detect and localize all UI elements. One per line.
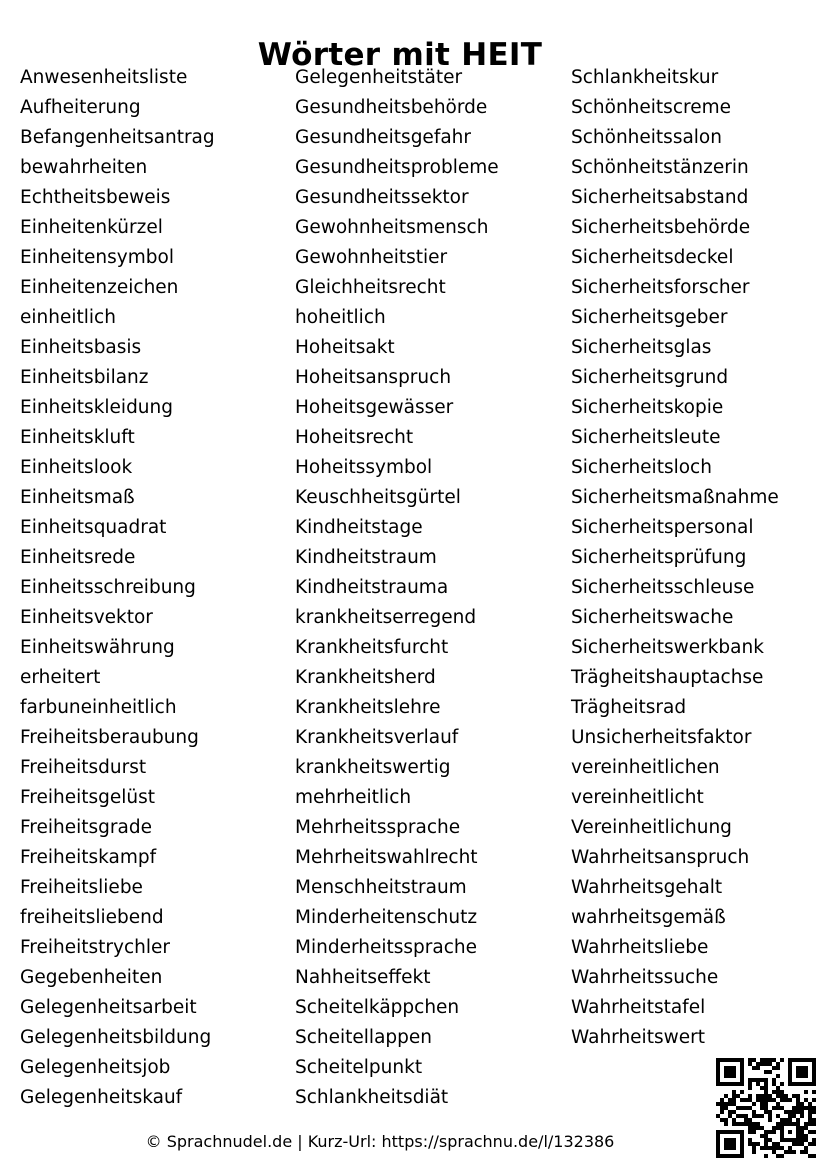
word-list-item: Wahrheitsliebe [571, 937, 709, 958]
word-list-item: Trägheitsrad [571, 697, 687, 718]
word-list-item: Hoheitsgewässer [295, 397, 454, 418]
word-list-item: Sicherheitsschleuse [571, 577, 755, 598]
word-list-item: Gesundheitssektor [295, 187, 469, 208]
word-list-item: Kindheitstrauma [295, 577, 449, 598]
word-list-item: Sicherheitswerkbank [571, 637, 764, 658]
word-list-item: Sicherheitsleute [571, 427, 721, 448]
word-list-item: Schönheitssalon [571, 127, 722, 148]
word-list-item: Gesundheitsbehörde [295, 97, 488, 118]
word-list-item: Hoheitssymbol [295, 457, 433, 478]
word-list-item: Gelegenheitsbildung [20, 1027, 212, 1048]
word-list-item: Krankheitslehre [295, 697, 441, 718]
word-list-item: Einheitslook [20, 457, 133, 478]
word-list-item: farbuneinheitlich [20, 697, 177, 718]
word-list-item: Sicherheitsforscher [571, 277, 750, 298]
word-list-item: Einheitsvektor [20, 607, 153, 628]
word-list-item: Einheitsrede [20, 547, 136, 568]
word-list-item: Aufheiterung [20, 97, 141, 118]
word-list-item: Schlankheitsdiät [295, 1087, 449, 1108]
word-list-item: Gelegenheitskauf [20, 1087, 183, 1108]
word-list-item: Sicherheitskopie [571, 397, 724, 418]
word-list-item: Sicherheitsbehörde [571, 217, 751, 238]
word-list-item: Einheitsbasis [20, 337, 142, 358]
word-list-item: Kindheitstraum [295, 547, 437, 568]
word-list-item: Freiheitsdurst [20, 757, 147, 778]
word-list-item: Freiheitsliebe [20, 877, 143, 898]
word-list-item: Freiheitstrychler [20, 937, 170, 958]
word-list-item: Hoheitsakt [295, 337, 395, 358]
word-column-1 [20, 63, 215, 1113]
word-list-item: Schlankheitskur [571, 67, 719, 88]
word-list-item: Einheitsbilanz [20, 367, 149, 388]
word-list-item: vereinheitlicht [571, 787, 704, 808]
word-list-item: Einheitsschreibung [20, 577, 196, 598]
word-list-item: Sicherheitsabstand [571, 187, 749, 208]
word-list-item: Hoheitsrecht [295, 427, 414, 448]
word-list-item: Hoheitsanspruch [295, 367, 452, 388]
word-list-item: Menschheitstraum [295, 877, 467, 898]
word-list-item: Freiheitskampf [20, 847, 157, 868]
word-list-item: Freiheitsgrade [20, 817, 152, 838]
word-list-item: Gelegenheitsarbeit [20, 997, 197, 1018]
word-list-item: Wahrheitsgehalt [571, 877, 723, 898]
word-list-item: Befangenheitsantrag [20, 127, 215, 148]
word-list-item: Sicherheitsmaßnahme [571, 487, 779, 508]
word-list-item: Sicherheitsdeckel [571, 247, 734, 268]
word-list-item: Freiheitsgelüst [20, 787, 156, 808]
word-list-item: Krankheitsherd [295, 667, 436, 688]
word-list-item: Freiheitsberaubung [20, 727, 199, 748]
word-list-item: Gesundheitsgefahr [295, 127, 471, 148]
word-list-item: Minderheitssprache [295, 937, 477, 958]
word-list-item: Scheitelpunkt [295, 1057, 423, 1078]
word-list-item: Keuschheitsgürtel [295, 487, 461, 508]
word-list-item: freiheitsliebend [20, 907, 164, 928]
word-list-item: Einheitswährung [20, 637, 175, 658]
word-list-item: Gelegenheitsjob [20, 1057, 171, 1078]
word-list-item: Minderheitenschutz [295, 907, 478, 928]
word-list-item: Sicherheitsloch [571, 457, 712, 478]
word-list-item: Einheitsmaß [20, 487, 135, 508]
word-list-item: Scheitellappen [295, 1027, 433, 1048]
word-list-item: einheitlich [20, 307, 116, 328]
word-list-item: Anwesenheitsliste [20, 67, 188, 88]
word-list-item: bewahrheiten [20, 157, 148, 178]
word-list-item: Schönheitscreme [571, 97, 731, 118]
word-list-item: Einheitenzeichen [20, 277, 179, 298]
word-list-item: Nahheitseffekt [295, 967, 431, 988]
word-list-item: Sicherheitsgrund [571, 367, 729, 388]
word-list-item: Einheitenkürzel [20, 217, 163, 238]
word-list-item: erheitert [20, 667, 101, 688]
word-list-item: Wahrheitsanspruch [571, 847, 750, 868]
word-list-item: Wahrheitstafel [571, 997, 706, 1018]
word-column-3 [571, 63, 779, 1053]
word-list-item: Gleichheitsrecht [295, 277, 446, 298]
word-list-item: Sicherheitsprüfung [571, 547, 747, 568]
footer-copyright: © Sprachnudel.de | Kurz-Url: https://sprachnu.de/l/132386 [145, 1132, 615, 1151]
word-list-item: Gelegenheitstäter [295, 67, 463, 88]
word-list-item: Sicherheitsglas [571, 337, 712, 358]
word-list-item: Einheitskleidung [20, 397, 174, 418]
word-list-item: Wahrheitssuche [571, 967, 719, 988]
word-list-item: Krankheitsfurcht [295, 637, 449, 658]
word-list-item: Sicherheitspersonal [571, 517, 754, 538]
word-list-item: Einheitsquadrat [20, 517, 167, 538]
word-list-item: vereinheitlichen [571, 757, 720, 778]
word-list-item: krankheitswertig [295, 757, 451, 778]
word-list-item: Krankheitsverlauf [295, 727, 459, 748]
word-list-item: Scheitelkäppchen [295, 997, 460, 1018]
word-list-item: Gesundheitsprobleme [295, 157, 499, 178]
word-list-item: Echtheitsbeweis [20, 187, 171, 208]
word-list-item: Unsicherheitsfaktor [571, 727, 752, 748]
word-list-item: Mehrheitswahlrecht [295, 847, 478, 868]
word-list-item: Kindheitstage [295, 517, 423, 538]
word-list-item: Schönheitstänzerin [571, 157, 749, 178]
word-list-item: Gegebenheiten [20, 967, 163, 988]
word-list-item: Vereinheitlichung [571, 817, 732, 838]
page-title: Wörter mit HEIT [257, 36, 543, 73]
word-list-item: hoheitlich [295, 307, 386, 328]
word-list-item: Gewohnheitsmensch [295, 217, 489, 238]
qr-code-icon [716, 1058, 816, 1158]
word-list-item: Trägheitshauptachse [571, 667, 764, 688]
word-list-item: Sicherheitsgeber [571, 307, 728, 328]
word-list-item: Sicherheitswache [571, 607, 734, 628]
word-list-item: Einheitensymbol [20, 247, 174, 268]
word-list-item: Einheitskluft [20, 427, 135, 448]
word-column-2 [295, 63, 499, 1113]
word-list-item: Wahrheitswert [571, 1027, 705, 1048]
word-list-item: krankheitserregend [295, 607, 477, 628]
word-list-item: Gewohnheitstier [295, 247, 448, 268]
word-list-item: mehrheitlich [295, 787, 412, 808]
word-list-item: Mehrheitssprache [295, 817, 461, 838]
word-list-item: wahrheitsgemäß [571, 907, 726, 928]
